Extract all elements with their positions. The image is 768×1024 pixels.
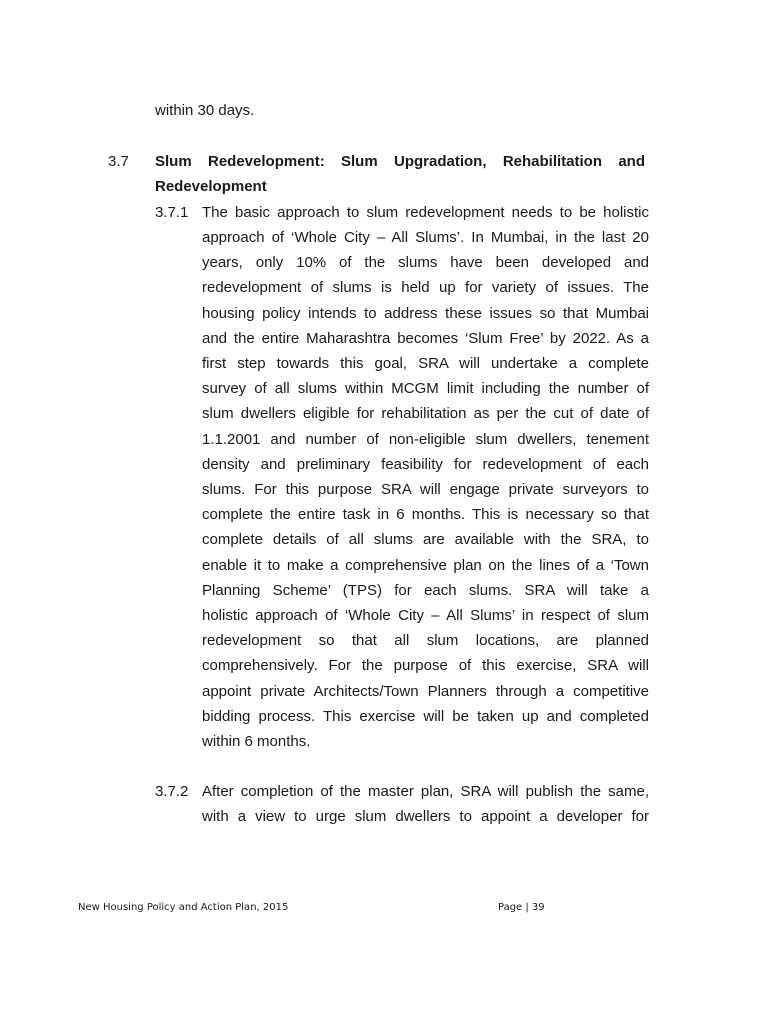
intro-line: within 30 days. — [155, 102, 255, 119]
paragraph-line: with a view to urge slum dwellers to appoint a developer for — [202, 808, 649, 825]
paragraph-line: Planning Scheme’ (TPS) for each slums. SRA will take a — [202, 582, 649, 599]
paragraph-line: slums. For this purpose SRA will engage private surveyors to — [202, 481, 649, 498]
paragraph-line: After completion of the master plan, SRA will publish the same, — [202, 783, 649, 800]
section-number: 3.7 — [108, 153, 129, 170]
footer-page-number: Page | 39 — [498, 902, 545, 913]
paragraph-line: approach of ‘Whole City – All Slums’. In Mumbai, in the last 20 — [202, 229, 649, 246]
paragraph-line: redevelopment of slums is held up for variety of issues. The — [202, 279, 649, 296]
footer-document-title: New Housing Policy and Action Plan, 2015 — [78, 902, 289, 913]
paragraph-line: survey of all slums within MCGM limit including the number of — [202, 380, 649, 397]
paragraph-line: slum dwellers eligible for rehabilitation as per the cut of date of — [202, 405, 649, 422]
paragraph-line: and the entire Maharashtra becomes ‘Slum Free’ by 2022. As a — [202, 330, 649, 347]
paragraph-line: redevelopment so that all slum locations, are planned — [202, 632, 649, 649]
paragraph-line: density and preliminary feasibility for redevelopment of each — [202, 456, 649, 473]
paragraph-line: 1.1.2001 and number of non-eligible slum dwellers, tenement — [202, 431, 649, 448]
paragraph-line: appoint private Architects/Town Planners through a competitive — [202, 683, 649, 700]
paragraph-line: within 6 months. — [202, 733, 311, 750]
paragraph-line: holistic approach of ‘Whole City – All Slums’ in respect of slum — [202, 607, 649, 624]
paragraph-line: complete the entire task in 6 months. This is necessary so that — [202, 506, 649, 523]
paragraph-line: bidding process. This exercise will be taken up and completed — [202, 708, 649, 725]
paragraph-line: enable it to make a comprehensive plan on the lines of a ‘Town — [202, 557, 649, 574]
paragraph-line: comprehensively. For the purpose of this exercise, SRA will — [202, 657, 649, 674]
paragraph-line: first step towards this goal, SRA will undertake a complete — [202, 355, 649, 372]
paragraph-line: years, only 10% of the slums have been developed and — [202, 254, 649, 271]
section-heading-line-1: Slum Redevelopment: Slum Upgradation, Rehabilitation and — [155, 153, 645, 170]
paragraph-line: complete details of all slums are available with the SRA, to — [202, 531, 649, 548]
paragraph-line: housing policy intends to address these issues so that Mumbai — [202, 305, 649, 322]
subsection-number-3-7-2: 3.7.2 — [155, 783, 189, 800]
subsection-number-3-7-1: 3.7.1 — [155, 204, 189, 221]
paragraph-line: The basic approach to slum redevelopment needs to be holistic — [202, 204, 649, 221]
section-heading-line-2: Redevelopment — [155, 178, 267, 195]
